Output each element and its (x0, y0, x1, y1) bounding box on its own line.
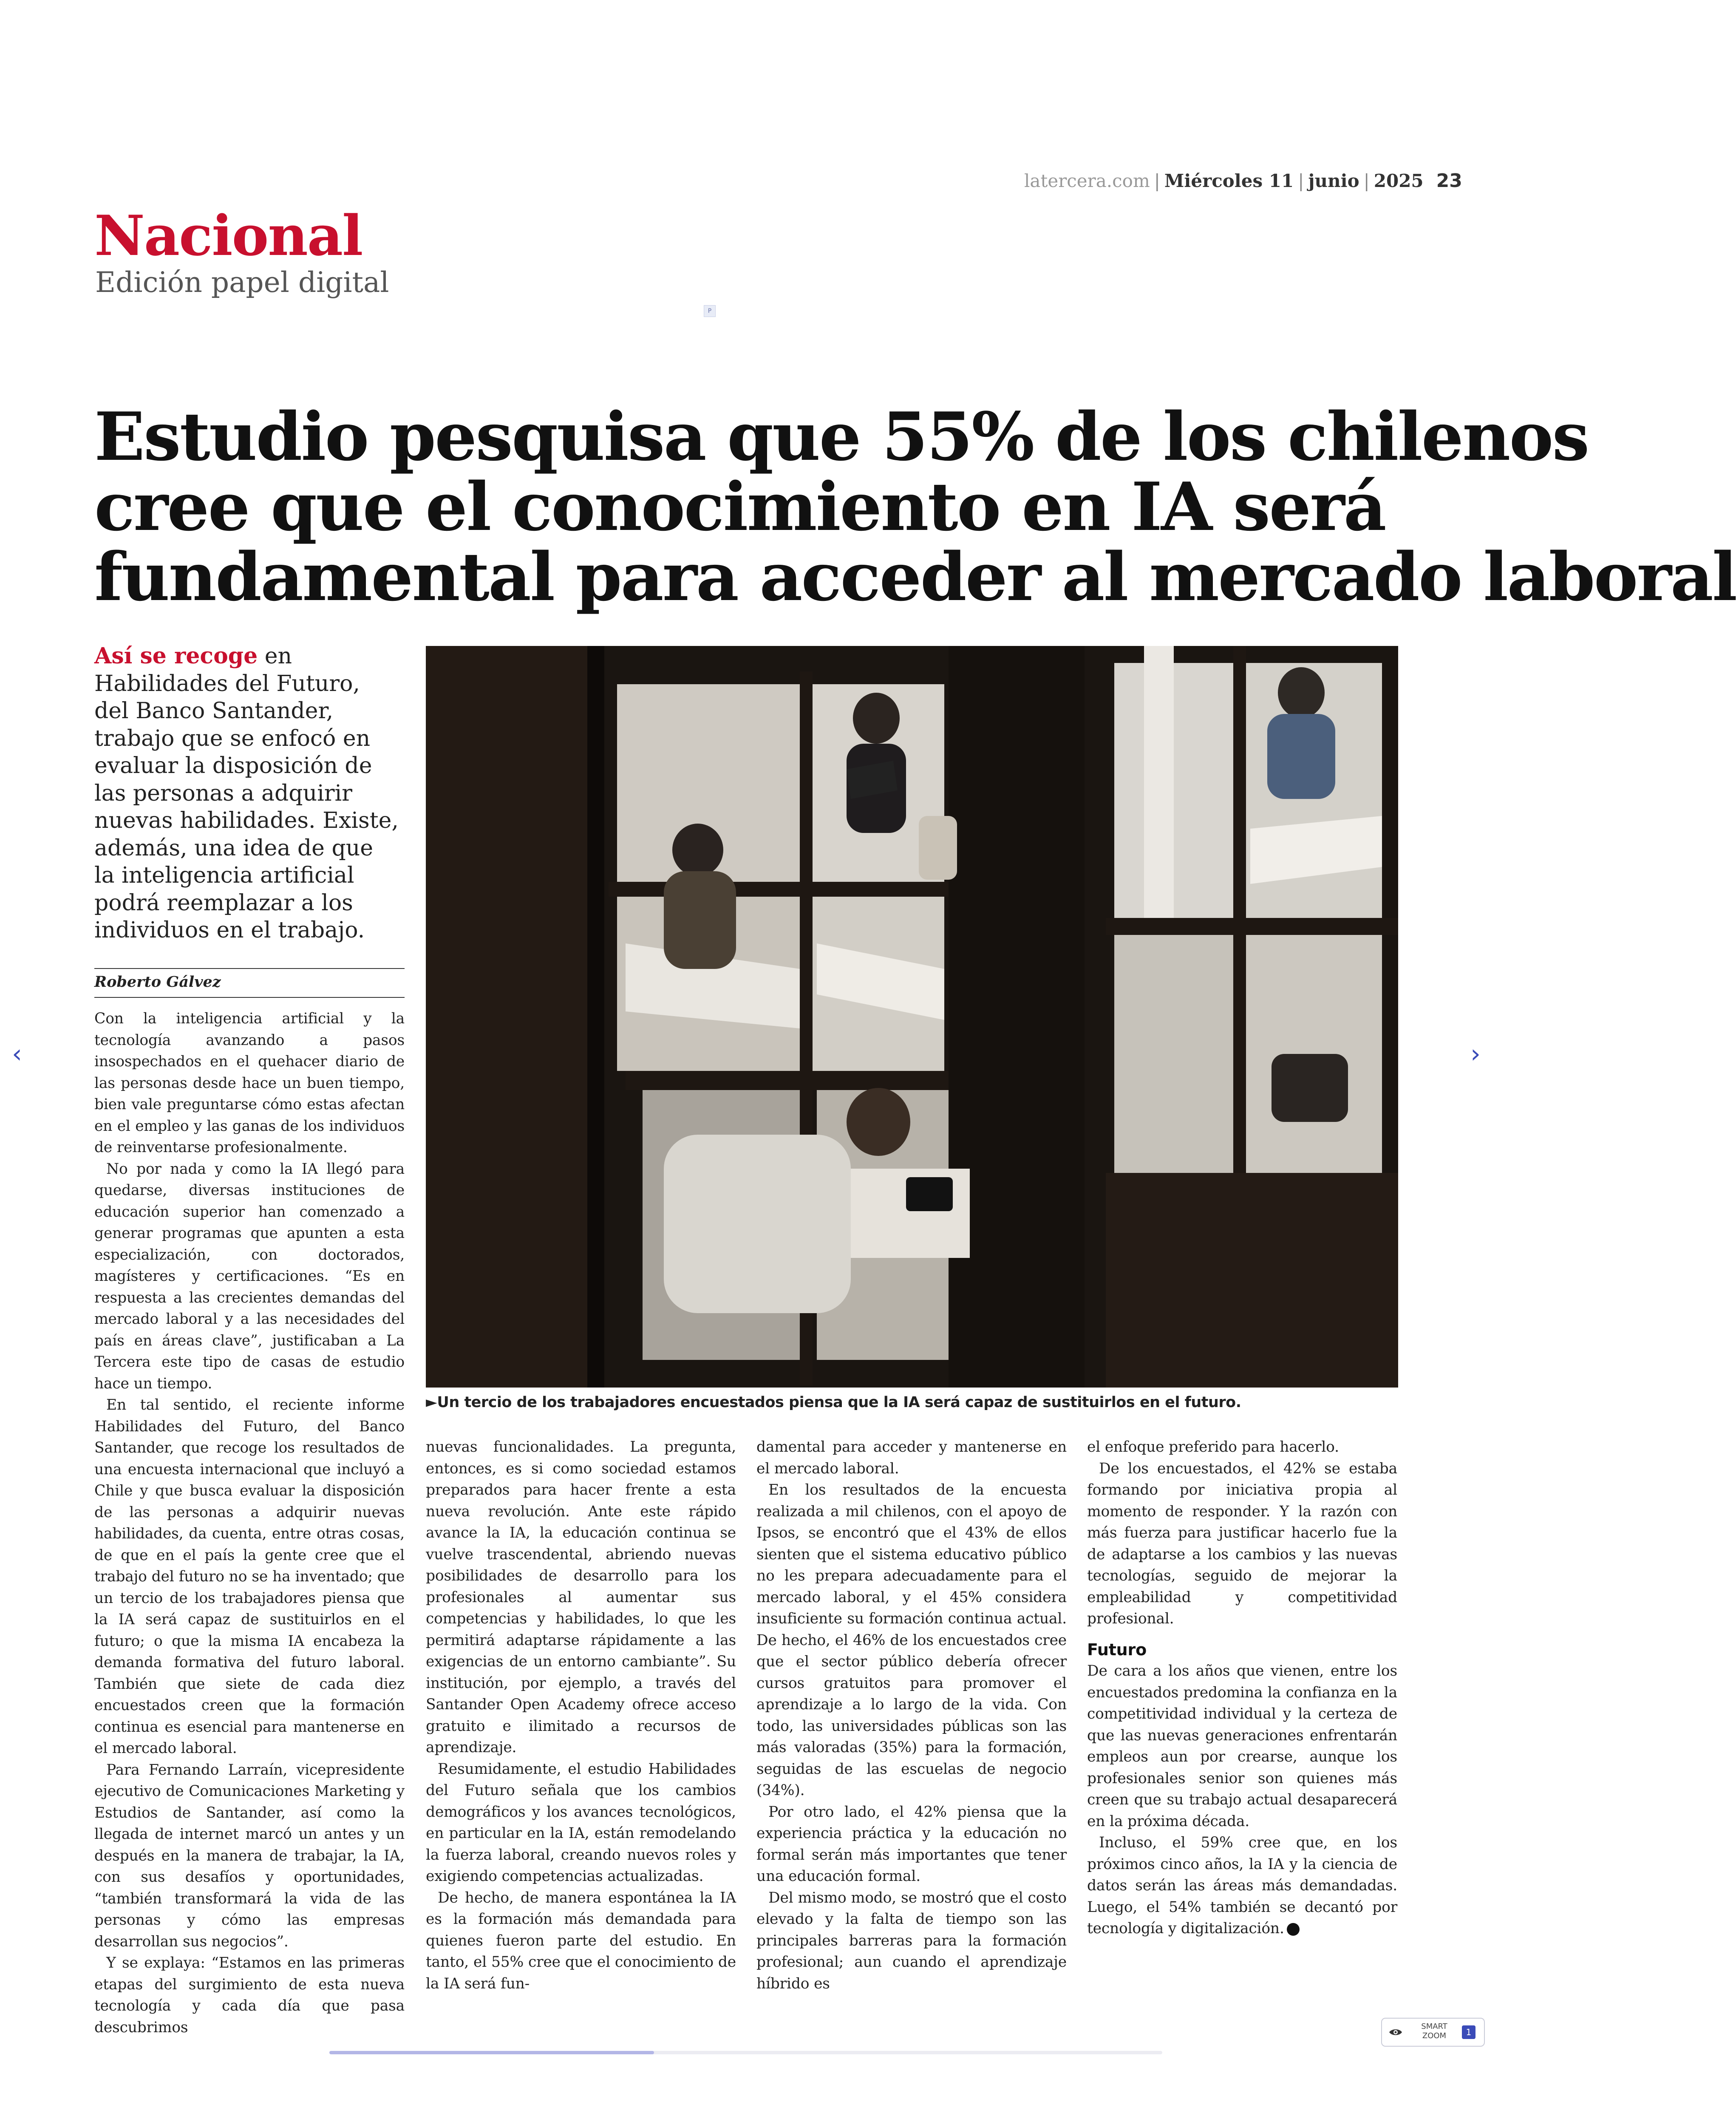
end-mark-icon (1287, 1923, 1300, 1936)
headline-line: cree que el conocimiento en IA será (94, 468, 1385, 546)
paragraph-text: Incluso, el 59% cree que, en los próximos cinco años, la IA y la ciencia de datos serán las áreas más demandadas. Luego, el 54% también se decantó por tecnología y digitalización. (1087, 1834, 1397, 1937)
author-rule (94, 968, 405, 969)
lead-paragraph (94, 643, 400, 944)
section-title: Nacional (94, 203, 362, 268)
headline-line: fundamental para acceder al mercado laboral (94, 538, 1736, 616)
article-column-1 (94, 1008, 405, 2038)
lead-highlight: Así se recoge (94, 643, 258, 669)
author-byline: Roberto Gálvez (94, 973, 221, 991)
masthead: latercera.com | Miércoles 11 | junio | 2025 23 (1024, 170, 1462, 192)
smart-zoom-label-line: SMART (1421, 2022, 1447, 2031)
paragraph: Para Fernando Larraín, vicepresidente ejecutivo de Comunicaciones Marketing y Estudios de Santander, así como la llegada de internet marcó un antes y un después en la manera de trabajar, la IA, con sus desafíos y oportunidades, “también transformará la vida de las personas y cómo las empresas desarrollan sus negocios”. (94, 1761, 405, 1950)
month: junio (1308, 170, 1359, 191)
photo-caption (426, 1394, 1398, 1411)
page-number: 23 (1436, 170, 1462, 192)
subhead-futuro: Futuro (1087, 1640, 1147, 1659)
article-column-3 (756, 1436, 1067, 1994)
eye-icon (1388, 2025, 1403, 2040)
classroom-window-illustration (426, 646, 1398, 1388)
paragraph: damental para acceder y mantenerse en el mercado laboral. (756, 1439, 1067, 1477)
smart-zoom-button[interactable] (1381, 2018, 1485, 2047)
paragraph: De cara a los años que vienen, entre los encuestados predomina la confianza en la competitividad individual y la certeza de que las nuevas generaciones enfrentarán empleos aun por crearse, aunque los profesionales senior son quienes más creen que su trabajo actual desaparecerá en la próxima década. (1087, 1662, 1397, 1830)
caption-text: Un tercio de los trabajadores encuestados piensa que la IA será capaz de sustituirlos en el futuro. (437, 1394, 1241, 1411)
headline (94, 398, 1736, 616)
page-progress-fill (329, 2051, 654, 2054)
paragraph: En tal sentido, el reciente informe Habilidades del Futuro, del Banco Santander, que recoge los resultados de una encuesta internacional que incluyó a Chile y que busca evaluar la disposición de las personas a adquirir nuevas habilidades, da cuenta, entre otras cosas, de que en el país la gente cree que el trabajo del futuro no se ha inventado; que un tercio de los trabajadores piensa que la IA será capaz de sustituirlos en el futuro; o que la misma IA encabeza la demanda formativa del futuro laboral. También que siete de cada diez encuestados creen que la formación continua es esencial para mantenerse en el mercado laboral. (94, 1396, 405, 1757)
paragraph: Resumidamente, el estudio Habilidades del Futuro señala que los cambios demográficos y los avances tecnológicos, en particular en la IA, están remodelando la fuerza laboral, creando nuevos roles y exigiendo competencias actualizadas. (426, 1760, 736, 1885)
headline-line: Estudio pesquisa que 55% de los chilenos (94, 398, 1589, 476)
weekday: Miércoles 11 (1164, 170, 1294, 191)
paragraph: el enfoque preferido para hacerlo. (1087, 1439, 1339, 1456)
paragraph: Por otro lado, el 42% piensa que la experiencia práctica y la educación no formal serán más importantes que tener una educación formal. (756, 1803, 1067, 1885)
paragraph: De hecho, de manera espontánea la IA es la formación más demandada para quienes fueron parte del estudio. En tanto, el 55% cree que el conocimiento de la IA será fun- (426, 1889, 736, 1992)
author-rule (94, 997, 405, 998)
section-subtitle: Edición papel digital (95, 266, 389, 299)
smart-zoom-label (1415, 2022, 1453, 2041)
year: 2025 (1374, 170, 1424, 191)
lead-text: en Habilidades del Futuro, del Banco Santander, trabajo que se enfocó en evaluar la disposición de las personas a adquirir nuevas habilidades. Existe, además, una idea de que la inteligencia artificial podrá reemplazar a los individuos en el trabajo. (94, 643, 399, 943)
paragraph: De los encuestados, el 42% se estaba formando por iniciativa propia al momento de responder. Y la razón con más fuerza para justificar hacerlo fue la de adaptarse a los cambios y las nuevas tecnologías, seguido de mejorar la empleabilidad y competitividad profesional. (1087, 1460, 1397, 1627)
paragraph: Del mismo modo, se mostró que el costo elevado y la falta de tiempo son las principales barreras para la formación profesional; aun cuando el aprendizaje híbrido es (756, 1889, 1067, 1992)
paragraph-final (1087, 1832, 1397, 1940)
smart-zoom-badge: 1 (1462, 2025, 1475, 2039)
paragraph: Con la inteligencia artificial y la tecnología avanzando a pasos insospechados en el quehacer diario de las personas desde hace un buen tiempo, bien vale preguntarse cómo estas afectan en el empleo y las ganas de los individuos de reinventarse profesionalmente. (94, 1010, 405, 1156)
paragraph: nuevas funcionalidades. La pregunta, entonces, es si como sociedad estamos preparados para hacer frente a esta nueva revolución. Ante este rápido avance la IA, la educación continua se vuelve trascendental, abriendo nuevas posibilidades de desarrollo para los profesionales al aumentar sus competencias y habilidades, lo que les permitirá adaptarse rápidamente a las exigencias de un entorno cambiante”. Su institución, por ejemplo, a través del Santander Open Academy ofrece acceso gratuito e ilimitado a recursos de aprendizaje. (426, 1439, 736, 1756)
page-marker-icon[interactable]: P (704, 305, 716, 317)
article-photo (426, 646, 1398, 1388)
smart-zoom-label-line: ZOOM (1422, 2031, 1447, 2040)
paragraph: Y se explaya: “Estamos en las primeras etapas del surgimiento de esta nueva tecnología y cada día que pasa descubrimos (94, 1954, 405, 2036)
paragraph: No por nada y como la IA llegó para quedarse, diversas instituciones de educación superior han comenzado a generar programas que apunten a esta especialización, con doctorados, magísteres y certificaciones. “Es en respuesta a las crecientes demandas del mercado laboral y a las necesidades del país en áreas clave”, justificaban a La Tercera este tipo de casas de estudio hace un tiempo. (94, 1160, 405, 1392)
article-column-4 (1087, 1436, 1397, 1940)
previous-page-button[interactable]: ‹ (12, 1039, 22, 1069)
article-column-2 (426, 1436, 736, 1994)
site-name: latercera.com (1024, 170, 1150, 191)
next-page-button[interactable]: › (1470, 1039, 1481, 1069)
paragraph: En los resultados de la encuesta realizada a mil chilenos, con el apoyo de Ipsos, se encontró que el 43% de ellos sienten que el sistema educativo público no les prepara adecuadamente para el mercado laboral, y el 45% considera insuficiente su formación continua actual. De hecho, el 46% de los encuestados cree que el sector público debería ofrecer cursos gratuitos para promover el aprendizaje a lo largo de la vida. Con todo, las universidades públicas son las más valoradas (35%) para la formación, seguidas de las escuelas de negocio (34%). (756, 1481, 1067, 1799)
caption-marker-icon: ► (426, 1394, 437, 1411)
